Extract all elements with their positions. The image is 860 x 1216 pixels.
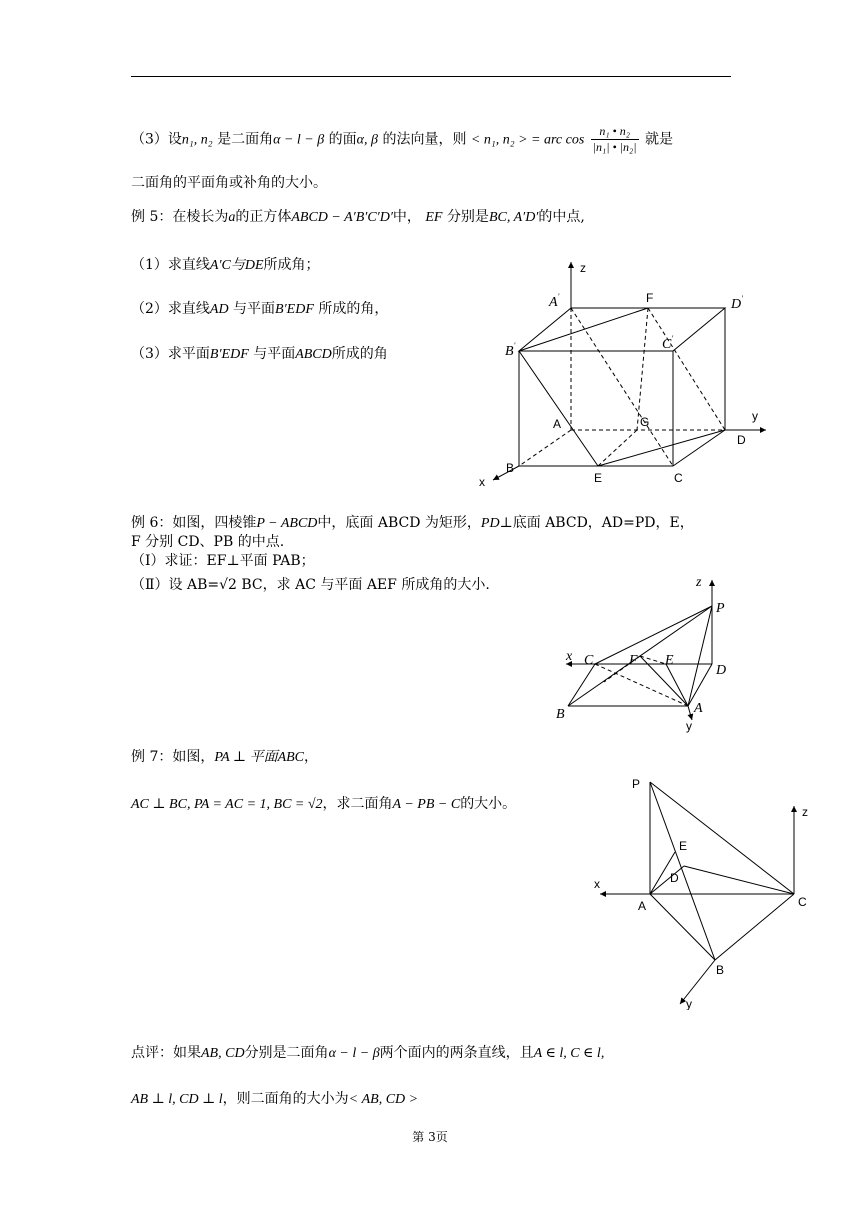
label-e: E (679, 839, 688, 853)
label-b1: B' (505, 341, 516, 359)
p3-label: （3）设 (131, 131, 182, 148)
segment-a-e (666, 664, 688, 706)
p3-planes: α, β (356, 132, 378, 148)
p3-text-a: 是二面角 (212, 131, 274, 148)
p3-continuation: 二面角的平面角或补角的大小。 (131, 175, 327, 191)
paragraph-3-line-1 (131, 124, 673, 155)
ex5-q2-b: AD (209, 302, 229, 317)
ex6-l4-a: （Ⅱ）设 AB= (131, 577, 220, 593)
label-a1: A' (549, 292, 560, 310)
page-number: 第 3页 (412, 1130, 448, 1144)
note-dihedral: α − l − β (328, 1046, 380, 1061)
label-x: x (479, 475, 485, 489)
example-6-line-4 (131, 576, 490, 594)
example-5-question-3 (131, 345, 388, 364)
p3-text-b: 的面 (324, 131, 357, 148)
note-l1-a: 点评：如果 (131, 1045, 201, 1061)
example-5-intro (131, 208, 585, 227)
ex6-l2: F 分别 CD、PB 的中点. (131, 534, 285, 550)
label-e: E (594, 471, 603, 485)
segment-e-d (598, 430, 725, 466)
label-x: x (594, 877, 600, 891)
ex6-pyramid: P − ABCD (256, 516, 318, 531)
edge-p-c (595, 606, 712, 664)
note-membership: A ∈ l, C ∈ l, (533, 1046, 605, 1061)
paragraph-3-line-2 (131, 174, 327, 192)
example-7-line-2 (131, 795, 516, 814)
ex5-q1-c: 所成角； (263, 257, 320, 273)
example-6-line-3 (131, 552, 315, 570)
label-d1: D' (731, 294, 743, 312)
cube-top-face (519, 308, 725, 351)
ex5-cube-name: ABCD − A′B′C′D′ (291, 210, 393, 225)
figure-pyramid (550, 570, 740, 735)
label-z: z (802, 805, 808, 819)
p3-fraction (591, 124, 639, 155)
ex5-q3-c: 与平面 (253, 346, 296, 362)
ex6-l1-e: ⊥底面 ABCD，AD=PD，E， (499, 515, 694, 531)
edge-p-a (688, 606, 712, 706)
ex5-q3-b: B′EDF (209, 347, 249, 362)
ex5-q3-e: 所成的角 (331, 346, 388, 362)
ex5-ef: EF (425, 210, 443, 225)
header-rule (131, 76, 731, 77)
label-c: C (584, 653, 594, 668)
example-5-question-2 (131, 300, 388, 319)
edge-c-b (568, 664, 595, 706)
segment-d-c (684, 866, 794, 894)
example-5-question-1 (131, 256, 320, 275)
ex5-q3-a: （3）求平面 (131, 346, 210, 362)
label-f: F (646, 291, 654, 305)
ex7-l1-c: ， (304, 749, 319, 765)
label-e: E (665, 653, 674, 668)
example-6-line-1 (131, 514, 694, 533)
ex6-sqrt2: √2 (219, 577, 237, 593)
note-line-2 (131, 1090, 418, 1109)
p3-dihedral: α − l − β (273, 132, 325, 148)
label-a: A (553, 417, 562, 431)
note-l2-b: ，则二面角的大小为 (222, 1091, 349, 1107)
ex5-q2-a: （2）求直线 (131, 301, 210, 317)
edge-a-b (650, 894, 715, 960)
label-a: A (694, 701, 703, 716)
p3-text-c: 的法向量，则 (378, 131, 471, 148)
label-d: D (716, 663, 727, 678)
ex5-intro-d: 分别是 (446, 209, 489, 225)
ex6-pd: PD (480, 516, 500, 531)
label-f: F (629, 653, 638, 668)
label-x: x (566, 649, 573, 664)
segment-b1-f (519, 308, 648, 351)
segment-b1-e (519, 351, 598, 466)
label-b: B (506, 461, 515, 475)
note-l1-e: 两个面内的两条直线，且 (379, 1045, 534, 1061)
label-g: G (640, 415, 650, 429)
ex5-intro-a: 例 5：在棱长为 (131, 209, 229, 225)
ex7-l2-d: 的大小。 (460, 796, 517, 812)
ex5-q2-c: 与平面 (233, 301, 276, 317)
label-z: z (696, 575, 702, 590)
note-lines: AB, CD (201, 1046, 245, 1061)
note-angle: < AB, CD > (348, 1092, 419, 1107)
ex6-l1-a: 例 6：如图，四棱锥 (131, 515, 257, 531)
label-c1: C' (662, 334, 674, 352)
y-axis (688, 706, 692, 720)
ex7-conditions: AC ⊥ BC, PA = AC = 1, BC = √2 (131, 797, 323, 812)
p3-vectors: n₁, n₂ (181, 132, 213, 148)
label-z: z (580, 261, 586, 275)
label-d: D (670, 871, 679, 885)
figure-dihedral (590, 770, 820, 1010)
hidden-edge-a-b (519, 430, 571, 466)
example-6-line-2 (131, 533, 284, 551)
note-line-1 (131, 1044, 604, 1063)
hidden-a-c (595, 664, 688, 706)
label-b: B (556, 707, 565, 722)
ex7-pa-perp: PA ⊥ 平面ABC (214, 750, 305, 765)
ex5-q1-a: （1）求直线 (131, 257, 210, 273)
edge-b-c (715, 894, 794, 960)
note-perp: AB ⊥ l, CD ⊥ l (131, 1092, 223, 1107)
ex5-edge-a: a (228, 210, 236, 225)
ex7-dihedral: A − PB − C (392, 797, 461, 812)
p3-fraction-numerator: n₁ • n₂ (591, 124, 639, 140)
hidden-a1-c (571, 308, 673, 466)
label-p: P (632, 777, 641, 791)
p3-text-d: 就是 (640, 131, 673, 148)
hidden-f-d (648, 308, 725, 430)
ex5-q2-d: B′EDF (275, 302, 314, 317)
edge-a-d (688, 664, 712, 706)
figure-cube (470, 255, 780, 490)
ex5-q3-d: ABCD (295, 347, 332, 362)
ex6-l1-c: 中，底面 ABCD 为矩形， (317, 515, 481, 531)
ex7-l2-b: ，求二面角 (322, 796, 393, 812)
label-y: y (752, 409, 758, 423)
example-7-line-1 (131, 748, 318, 767)
label-c: C (798, 895, 807, 909)
label-a: A (638, 899, 647, 913)
edge-c-d (673, 430, 725, 466)
label-y: y (686, 719, 692, 733)
ex5-points: BC, A′D′ (488, 210, 539, 225)
ex6-l3: （Ⅰ）求证：EF⊥平面 PAB； (131, 553, 315, 569)
ex7-l1-a: 例 7：如图， (131, 749, 215, 765)
p3-angle-formula: < n₁, n₂ > = arc cos (470, 132, 585, 148)
ex5-intro-c: 中， (392, 209, 421, 225)
label-y: y (686, 997, 692, 1010)
p3-fraction-denominator: |n₁| • |n₂| (592, 140, 637, 154)
ex5-q1-b: A′C与DE (209, 258, 264, 273)
hidden-f-g (637, 308, 648, 430)
label-c: C (674, 471, 683, 485)
label-d: D (737, 433, 746, 447)
ex6-l4-c: BC，求 AC 与平面 AEF 所成角的大小. (236, 577, 490, 593)
segment-a-d (650, 866, 684, 894)
ex5-intro-b: 的正方体 (235, 209, 292, 225)
ex5-q2-e: 所成的角， (318, 301, 389, 317)
label-b: B (716, 963, 725, 977)
label-p: P (716, 601, 725, 616)
ex5-intro-e: 的中点, (538, 209, 585, 225)
note-l1-c: 分别是二面角 (244, 1045, 329, 1061)
